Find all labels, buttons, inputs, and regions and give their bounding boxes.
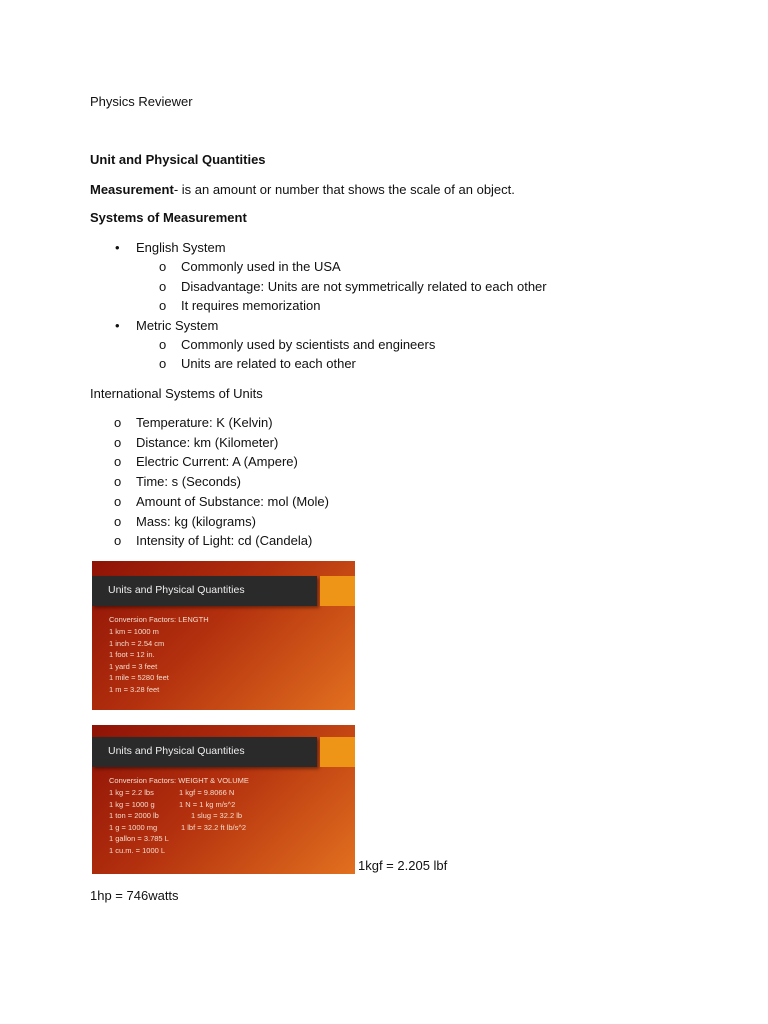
list-item: Disadvantage: Units are not symmetrically related to each other [181,279,547,294]
slide-title: Units and Physical Quantities [108,745,245,757]
kgf-note: 1kgf = 2.205 lbf [358,858,448,873]
bullet-icon: • [115,240,120,255]
slide-line: 1 mile = 5280 feet [109,673,169,682]
measurement-text: - is an amount or number that shows the scale of an object. [173,182,515,197]
slide-line: 1 m = 3.28 feet [109,684,160,694]
circle-bullet-icon: o [114,533,122,549]
slide-line: 1 lbf = 32.2 ft lb/s^2 [181,822,247,832]
system-label: English System [136,240,226,255]
si-unit-item: Amount of Substance: mol (Mole) [136,493,329,509]
slide-line: 1 km = 1000 m [109,627,159,636]
list-item: Units are related to each other [181,356,356,371]
slide-title: Units and Physical Quantities [108,584,245,596]
slide-line: 1 g = 1000 mg [109,822,158,832]
circle-bullet-icon: o [114,513,122,529]
circle-bullet-icon: o [114,474,122,490]
measurement-term: Measurement [90,182,174,197]
circle-bullet-icon: o [114,415,122,430]
slide-subtitle: Conversion Factors: WEIGHT & VOLUME [109,776,249,785]
circle-bullet-icon: o [159,279,167,294]
si-unit-item: Temperature: K (Kelvin) [136,415,273,430]
slide-length [92,561,355,710]
circle-bullet-icon: o [159,337,167,352]
slide-line: 1 slug = 32.2 lb [191,811,243,820]
slide-line: 1 kgf = 9.8066 N [179,788,235,797]
si-unit-item: Intensity of Light: cd (Candela) [136,533,313,549]
slide-accent [320,576,355,606]
slide-subtitle: Conversion Factors: LENGTH [109,615,209,624]
slide-line: 1 kg = 2.2 lbs [109,788,154,797]
bullet-icon: • [115,318,120,333]
si-unit-item: Distance: km (Kilometer) [136,434,279,450]
slide-weight-volume [92,725,355,874]
circle-bullet-icon: o [159,259,167,274]
list-item: It requires memorization [181,298,321,313]
si-heading: International Systems of Units [90,386,263,401]
hp-note: 1hp = 746watts [90,888,179,903]
slide-line: 1 gallon = 3.785 L [109,834,169,843]
section-heading: Unit and Physical Quantities [90,152,266,167]
system-label: Metric System [136,318,219,333]
slide-line: 1 cu.m. = 1000 L [109,845,166,855]
circle-bullet-icon: o [114,493,122,509]
slide-line: 1 ton = 2000 lb [109,811,159,820]
circle-bullet-icon: o [159,356,167,371]
si-unit-item: Mass: kg (kilograms) [136,513,256,529]
si-unit-item: Electric Current: A (Ampere) [136,454,298,470]
circle-bullet-icon: o [114,434,122,450]
slide-accent [320,737,355,767]
measurement-definition [90,182,515,198]
slide-line: 1 N = 1 kg m/s^2 [179,799,236,809]
list-item: Commonly used by scientists and engineers [181,337,436,352]
circle-bullet-icon: o [114,454,122,470]
slide-line: 1 inch = 2.54 cm [109,638,165,648]
document-title: Physics Reviewer [90,94,193,109]
slide-line: 1 kg = 1000 g [109,799,155,809]
systems-heading: Systems of Measurement [90,210,247,225]
si-unit-item: Time: s (Seconds) [136,474,241,490]
circle-bullet-icon: o [159,298,167,313]
slide-line: 1 yard = 3 feet [109,661,158,671]
slide-line: 1 foot = 12 in. [109,650,155,659]
list-item: Commonly used in the USA [181,259,341,274]
